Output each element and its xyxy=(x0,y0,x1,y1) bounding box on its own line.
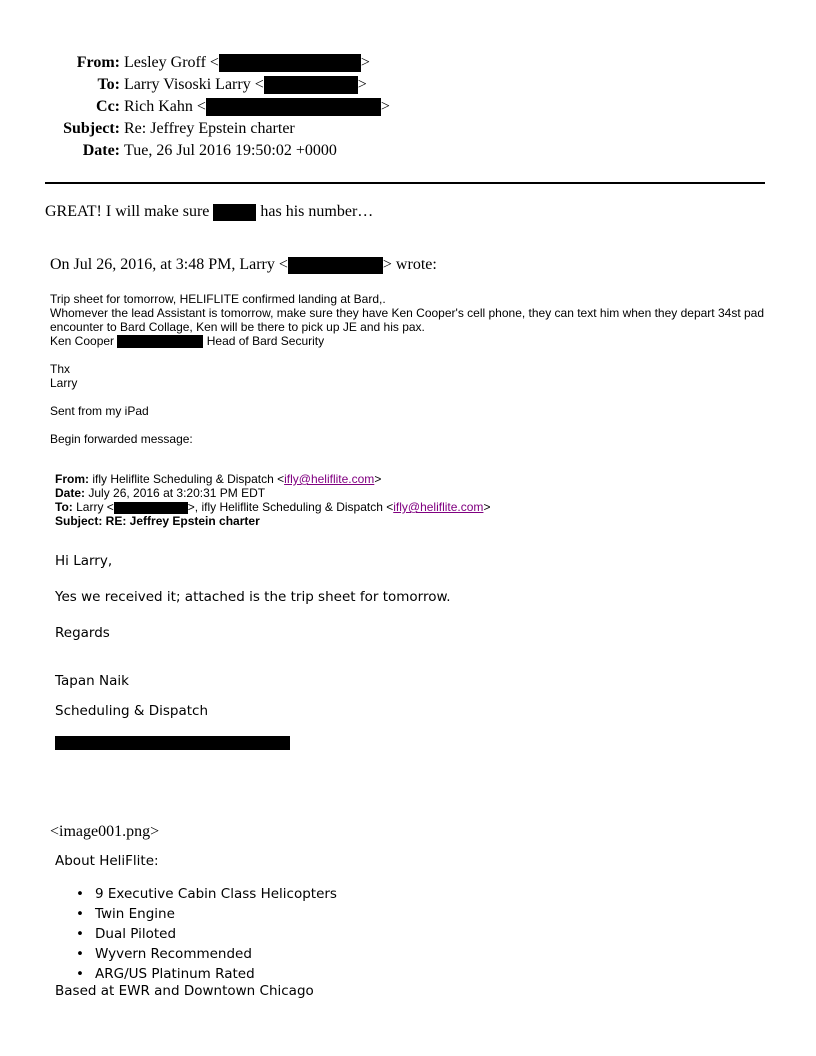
signature-name: Larry xyxy=(50,376,78,391)
fwd-from-label: From: xyxy=(55,472,89,486)
quote-attribution-before: On Jul 26, 2016, at 3:48 PM, Larry < xyxy=(50,256,288,273)
based-at: Based at EWR and Downtown Chicago xyxy=(55,983,314,999)
fwd-to-row xyxy=(55,500,490,514)
fwd-from-row xyxy=(55,472,490,486)
from-label: From: xyxy=(76,54,120,71)
ken-before: Ken Cooper xyxy=(50,334,118,348)
quote-attribution-after: > wrote: xyxy=(382,256,437,273)
forwarded-header xyxy=(55,472,490,528)
date-label: Date: xyxy=(82,142,120,159)
greeting: Hi Larry, xyxy=(55,553,113,569)
begin-forwarded-line: Begin forwarded message: xyxy=(50,432,193,447)
date-row xyxy=(45,140,390,162)
close-bracket: > xyxy=(360,54,370,71)
redacted-name xyxy=(213,204,256,221)
fwd-date-label: Date: xyxy=(55,486,86,500)
reply-text xyxy=(45,203,373,221)
subject-row xyxy=(45,118,390,140)
close-bracket: > xyxy=(380,98,390,115)
list-item: • Dual Piloted xyxy=(55,924,337,944)
redacted-phone xyxy=(117,335,203,348)
fwd-subject-value: RE: Jeffrey Epstein charter xyxy=(102,514,260,528)
fwd-subject-label: Subject: xyxy=(55,514,103,528)
sender-title: Scheduling & Dispatch xyxy=(55,703,209,719)
dispatch-body: Yes we received it; attached is the trip sheet for tomorrow. xyxy=(55,589,451,605)
about-list xyxy=(55,884,337,984)
fwd-to-email-link[interactable]: ifly@heliflite.com xyxy=(393,500,484,514)
header-divider xyxy=(45,182,765,184)
reply-text-after: has his number… xyxy=(256,203,374,220)
close-bracket: > xyxy=(357,76,367,93)
fwd-to-value-after: >, ifly Heliflite Scheduling & Dispatch < xyxy=(187,500,394,514)
redacted-email xyxy=(264,76,358,94)
quote-attribution xyxy=(50,256,437,274)
ken-cooper-line xyxy=(50,334,780,348)
list-item: • Wyvern Recommended xyxy=(55,944,337,964)
redacted-contact xyxy=(55,736,290,750)
thanks-line: Thx xyxy=(50,362,71,377)
list-item: • Twin Engine xyxy=(55,904,337,924)
message-line: Trip sheet for tomorrow, HELIFLITE confirmed landing at Bard,. xyxy=(50,292,386,306)
from-row xyxy=(45,52,390,74)
redacted-email xyxy=(114,502,188,514)
fwd-date-value: July 26, 2016 at 3:20:31 PM EDT xyxy=(85,486,266,500)
message-line: Whomever the lead Assistant is tomorrow, make sure they have Ken Cooper's cell phone, they can text him when they depart 34st pad encounter to Bard Collage, Ken will be there to pick up JE and his pax. xyxy=(50,306,765,334)
ken-after: Head of Bard Security xyxy=(203,334,325,348)
redacted-email xyxy=(206,98,381,116)
subject-value: Re: Jeffrey Epstein charter xyxy=(124,120,295,137)
cc-value: Rich Kahn < xyxy=(124,98,206,115)
redacted-email xyxy=(288,257,383,274)
date-value: Tue, 26 Jul 2016 19:50:02 +0000 xyxy=(124,142,337,159)
close-bracket: > xyxy=(483,500,491,514)
close-bracket: > xyxy=(374,472,382,486)
sent-from-line: Sent from my iPad xyxy=(50,404,149,419)
from-value: Lesley Groff < xyxy=(124,54,219,71)
attachment-placeholder: <image001.png> xyxy=(50,823,160,840)
fwd-from-email-link[interactable]: ifly@heliflite.com xyxy=(284,472,375,486)
fwd-to-label: To: xyxy=(55,500,73,514)
fwd-from-value: ifly Heliflite Scheduling & Dispatch < xyxy=(89,472,285,486)
subject-label: Subject: xyxy=(63,120,120,137)
fwd-subject-row xyxy=(55,514,490,528)
regards: Regards xyxy=(55,625,110,641)
quoted-message xyxy=(50,292,780,446)
to-label: To: xyxy=(97,76,120,93)
to-value: Larry Visoski Larry < xyxy=(124,76,264,93)
redacted-email xyxy=(219,54,361,72)
fwd-to-value-before: Larry < xyxy=(72,500,114,514)
about-heading: About HeliFlite: xyxy=(55,853,159,869)
fwd-date-row xyxy=(55,486,490,500)
email-header xyxy=(45,52,390,162)
cc-label: Cc: xyxy=(96,98,120,115)
list-item: • 9 Executive Cabin Class Helicopters xyxy=(55,884,337,904)
list-item: • ARG/US Platinum Rated xyxy=(55,964,337,984)
cc-row xyxy=(45,96,390,118)
sender-name: Tapan Naik xyxy=(55,673,129,689)
reply-text-before: GREAT! I will make sure xyxy=(45,203,214,220)
to-row xyxy=(45,74,390,96)
